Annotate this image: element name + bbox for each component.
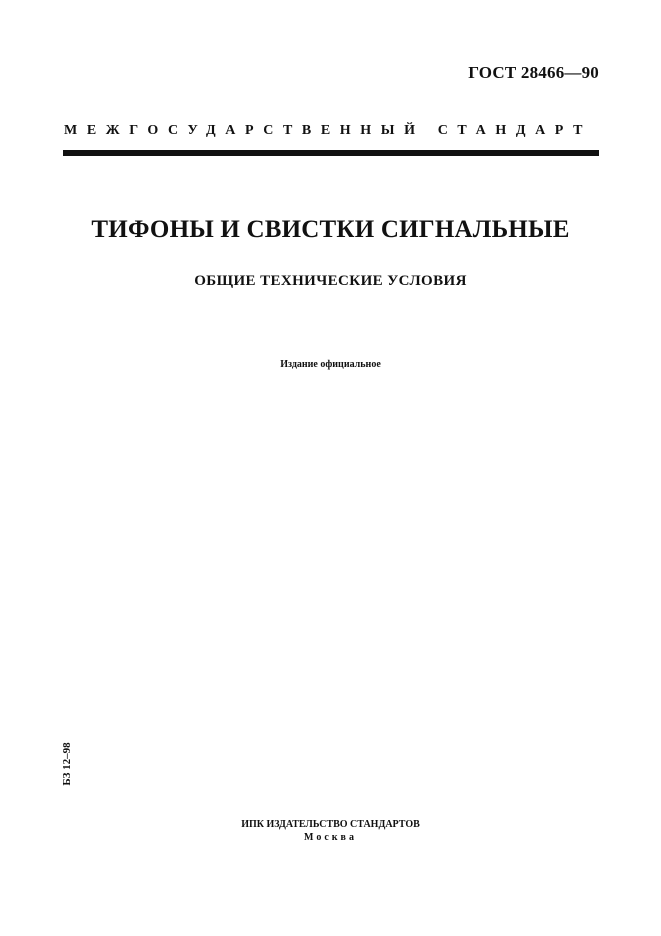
side-mark-container [60, 738, 74, 790]
publisher-city: Москва [304, 832, 357, 843]
document-title: ТИФОНЫ И СВИСТКИ СИГНАЛЬНЫЕ [91, 216, 570, 243]
side-mark: БЗ 12–98 [61, 742, 73, 786]
publisher-name: ИПК ИЗДАТЕЛЬСТВО СТАНДАРТОВ [241, 819, 420, 830]
standard-type-heading: МЕЖГОСУДАРСТВЕННЫЙ СТАНДАРТ [64, 123, 593, 138]
document-subtitle: ОБЩИЕ ТЕХНИЧЕСКИЕ УСЛОВИЯ [194, 273, 467, 289]
header-rule [63, 150, 599, 156]
edition-note: Издание официальное [280, 359, 381, 370]
gost-code: ГОСТ 28466—90 [468, 63, 599, 82]
